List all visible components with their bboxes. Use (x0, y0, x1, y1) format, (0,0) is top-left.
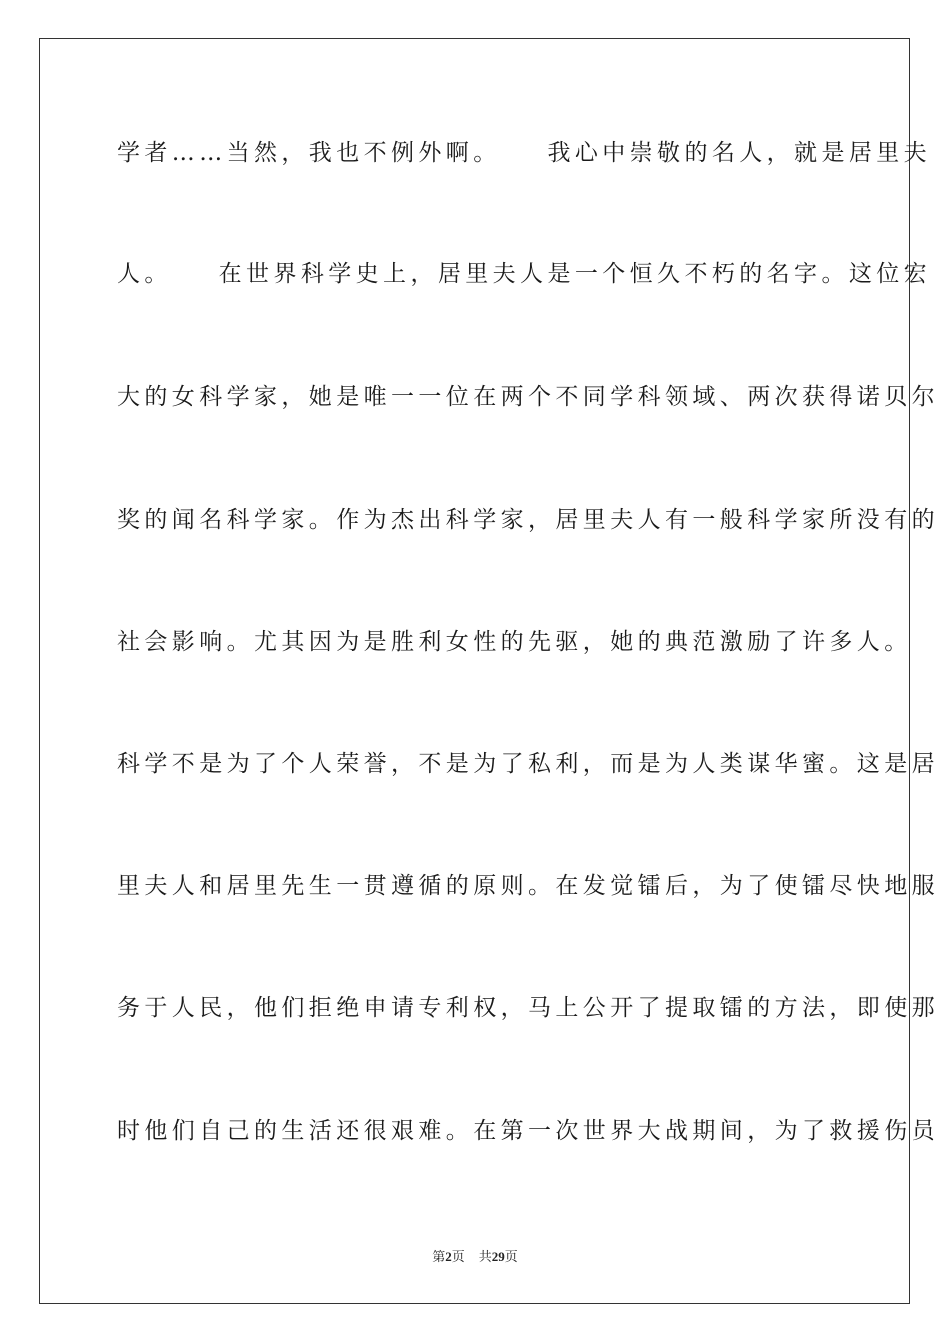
page-prefix: 第 (432, 1249, 446, 1264)
body-text-line-2: 人。 在世界科学史上，居里夫人是一个恒久不朽的名字。这位宏 (117, 261, 932, 287)
page-footer (0, 1248, 950, 1266)
page-number: 2 (445, 1249, 452, 1264)
total-pages: 29 (491, 1249, 505, 1264)
total-suffix: 页 (504, 1249, 518, 1264)
body-text-line-8: 务于人民，他们拒绝申请专利权，马上公开了提取镭的方法，即使那 (117, 995, 939, 1021)
body-text-line-7: 里夫人和居里先生一贯遵循的原则。在发觉镭后，为了使镭尽快地服 (117, 873, 939, 899)
page-suffix: 页 (451, 1249, 465, 1264)
body-text-line-3: 大的女科学家，她是唯一一位在两个不同学科领域、两次获得诺贝尔 (117, 384, 939, 410)
total-prefix: 共 (478, 1249, 492, 1264)
body-text-line-6: 科学不是为了个人荣誉，不是为了私利，而是为人类谋华蜜。这是居 (117, 751, 939, 777)
body-text-line-9: 时他们自己的生活还很艰难。在第一次世界大战期间，为了救援伤员 (117, 1118, 939, 1144)
body-text-line-5: 社会影响。尤其因为是胜利女性的先驱，她的典范激励了许多人。 (117, 629, 912, 655)
body-text-line-4: 奖的闻名科学家。作为杰出科学家，居里夫人有一般科学家所没有的 (117, 507, 939, 533)
body-text-line-1: 学者……当然，我也不例外啊。 我心中崇敬的名人，就是居里夫 (117, 140, 932, 166)
page-border (39, 38, 939, 1304)
